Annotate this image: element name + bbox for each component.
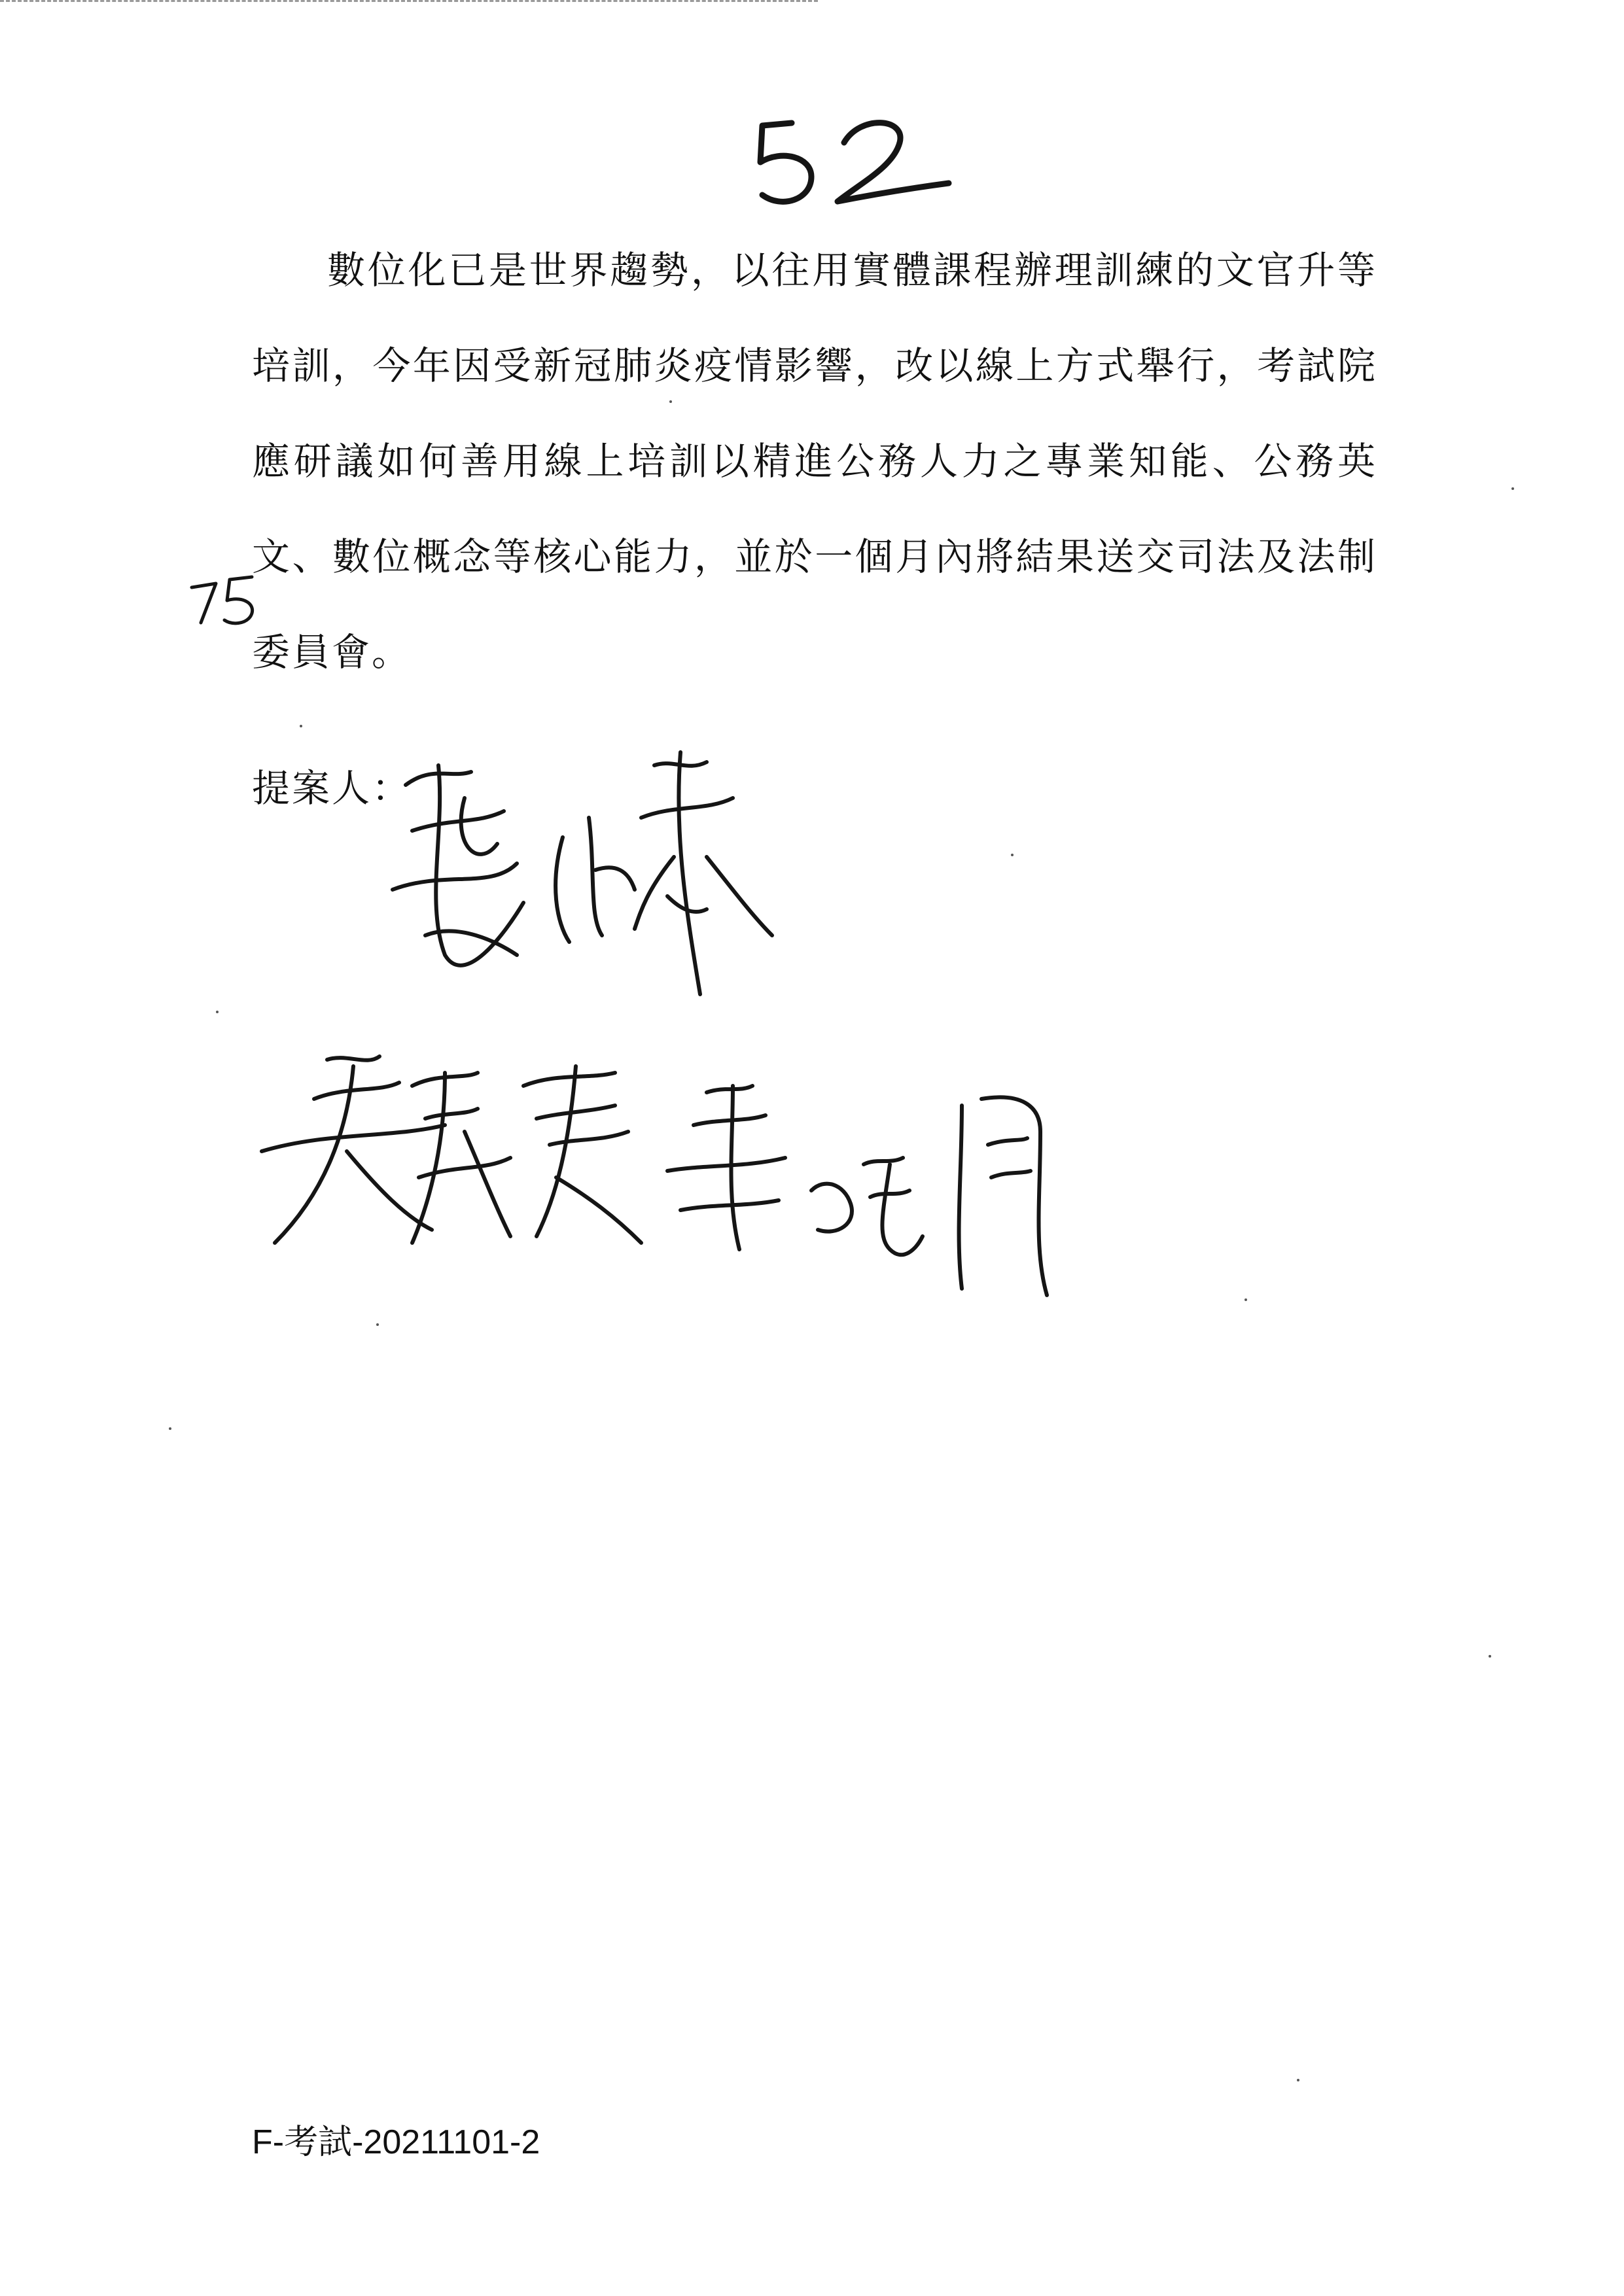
handwritten-page-number [746, 111, 955, 216]
scan-speck [1244, 1298, 1247, 1301]
scan-speck [1511, 487, 1514, 490]
scan-speck [376, 1323, 379, 1326]
scan-speck [216, 1011, 219, 1013]
signature-proposer-2 [249, 1047, 654, 1262]
signature-proposer-1 [366, 739, 785, 1001]
scan-speck [1489, 1655, 1491, 1658]
proposer-label: 提案人： [252, 766, 412, 810]
scan-speck [300, 725, 302, 727]
signature-proposer-3 [654, 1066, 1060, 1308]
document-code: F-考試-20211101-2 [252, 2123, 540, 2161]
motion-paragraph: 數位化已是世界趨勢，以往用實體課程辦理訓練的文官升等培訓，今年因受新冠肺炎疫情影響，改以線上方式舉行，考試院應研議如何善用線上培訓以精進公務人力之專業知能、公務英文、數位概念等核心能力，並於一個月內將結果送交司法及法制委員會。 [252, 248, 1377, 674]
scan-speck [169, 1427, 171, 1430]
scan-speck [1011, 854, 1014, 856]
handwritten-margin-note [186, 569, 265, 628]
scan-speck [1297, 2079, 1299, 2081]
scan-top-edge [0, 0, 818, 5]
